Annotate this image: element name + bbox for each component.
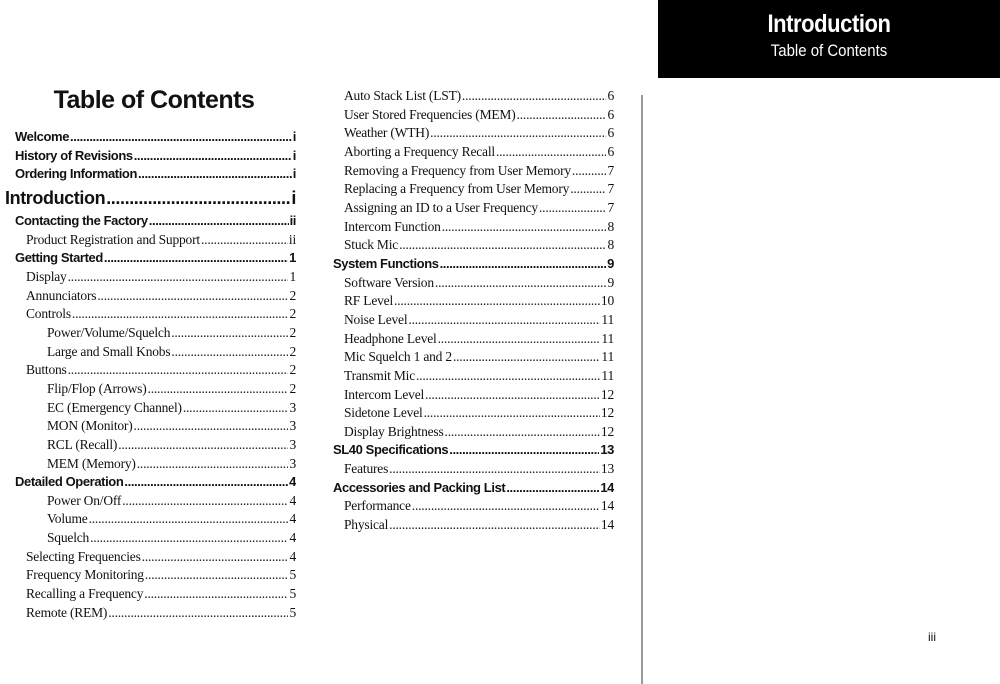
toc-entry-page: 2: [289, 380, 296, 396]
toc-entry-page: i: [292, 166, 296, 182]
dot-leader: [89, 510, 289, 529]
toc-entry-label: Introduction: [5, 187, 106, 208]
dot-leader: [108, 604, 288, 623]
toc-entry-label: Buttons: [26, 362, 67, 378]
toc-entry[interactable]: [15, 380, 296, 399]
toc-entry-page: 7: [607, 181, 614, 197]
toc-entry[interactable]: [333, 497, 614, 516]
page-divider: [641, 95, 643, 684]
toc-entry-page: 2: [289, 324, 296, 340]
dot-leader: [506, 479, 599, 498]
toc-entry-page: 12: [600, 386, 614, 402]
toc-entry-page: 14: [600, 517, 614, 533]
dot-leader: [389, 460, 600, 479]
dot-leader: [142, 548, 289, 567]
toc-entry-label: User Stored Frequencies (MEM): [344, 106, 516, 122]
toc-entry[interactable]: [15, 436, 296, 455]
dot-leader: [440, 255, 607, 274]
toc-entry[interactable]: [15, 305, 296, 324]
toc-entry-page: i: [292, 129, 296, 144]
toc-entry[interactable]: [15, 548, 296, 567]
toc-entry-label: Replacing a Frequency from User Memory: [344, 181, 570, 197]
toc-entry-label: Welcome: [15, 129, 70, 144]
dot-leader: [435, 274, 607, 293]
toc-entry[interactable]: [15, 585, 296, 604]
toc-entry[interactable]: [333, 162, 614, 181]
toc-entry-page: 9: [607, 255, 614, 271]
toc-entry[interactable]: [15, 249, 296, 268]
toc-entry-page: 9: [607, 274, 614, 290]
section-header: [658, 0, 1000, 78]
toc-entry[interactable]: [333, 516, 614, 535]
toc-entry-page: 7: [607, 199, 614, 215]
toc-entry-page: ii: [288, 231, 296, 247]
dot-leader: [425, 386, 600, 405]
toc-entry-page: 5: [289, 604, 296, 620]
dot-leader: [145, 566, 289, 585]
toc-entry[interactable]: [333, 218, 614, 237]
toc-entry[interactable]: [333, 236, 614, 255]
toc-entry-label: MON (Monitor): [47, 418, 133, 434]
toc-entry-label: Auto Stack List (LST): [344, 88, 461, 103]
toc-entry-label: System Functions: [333, 255, 439, 271]
dot-leader: [445, 423, 600, 442]
toc-entry-page: 1: [289, 268, 296, 284]
toc-entry-page: 13: [600, 442, 614, 458]
toc-entry[interactable]: [333, 441, 614, 460]
dot-leader: [572, 162, 607, 181]
dot-leader: [389, 516, 600, 535]
toc-entry-label: Intercom Function: [344, 218, 441, 234]
toc-entry[interactable]: [333, 423, 614, 442]
toc-entry-label: Frequency Monitoring: [26, 567, 144, 583]
dot-leader: [148, 380, 289, 399]
toc-entry-label: Removing a Frequency from User Memory: [344, 162, 571, 178]
toc-entry-label: Transmit Mic: [344, 367, 415, 383]
toc-entry-page: 3: [289, 436, 296, 452]
toc-entry[interactable]: [15, 128, 296, 147]
toc-entry[interactable]: [5, 184, 296, 212]
toc-entry[interactable]: [333, 311, 614, 330]
dot-leader: [424, 404, 600, 423]
dot-leader: [462, 87, 607, 106]
toc-entry-page: 4: [289, 548, 296, 564]
toc-entry[interactable]: [15, 604, 296, 623]
toc-entry[interactable]: [15, 287, 296, 306]
toc-entry-label: Display Brightness: [344, 423, 444, 439]
toc-entry-page: 3: [289, 418, 296, 434]
toc-entry-page: 13: [600, 461, 614, 477]
dot-leader: [144, 585, 288, 604]
dot-leader: [97, 287, 288, 306]
toc-entry-label: RCL (Recall): [47, 436, 118, 452]
toc-entry-page: 4: [289, 511, 296, 527]
dot-leader: [201, 231, 288, 250]
dot-leader: [171, 343, 288, 362]
toc-entry[interactable]: [15, 510, 296, 529]
toc-entry-label: Getting Started: [15, 250, 103, 266]
toc-right-column: [333, 87, 614, 535]
toc-entry[interactable]: [15, 492, 296, 511]
toc-entry-page: 14: [600, 498, 614, 514]
dot-leader: [134, 147, 292, 166]
toc-entry-page: 6: [607, 125, 614, 141]
toc-entry-label: Selecting Frequencies: [26, 548, 141, 564]
toc-entry-label: SL40 Specifications: [333, 442, 449, 458]
toc-entry-label: Remote (REM): [26, 604, 108, 620]
toc-entry[interactable]: [15, 455, 296, 474]
dot-leader: [416, 367, 600, 386]
toc-entry-label: MEM (Memory): [47, 455, 136, 471]
toc-entry[interactable]: [15, 566, 296, 585]
dot-leader: [104, 249, 288, 268]
toc-entry[interactable]: [15, 529, 296, 548]
toc-entry-page: 4: [289, 474, 296, 490]
toc-entry[interactable]: [333, 386, 614, 405]
toc-entry-label: Display: [26, 268, 67, 284]
toc-entry-label: Performance: [344, 498, 411, 514]
toc-entry-page: 11: [601, 367, 614, 383]
toc-entry[interactable]: [333, 460, 614, 479]
toc-entry-label: Stuck Mic: [344, 237, 399, 253]
toc-entry-label: History of Revisions: [15, 147, 133, 163]
toc-entry-label: Product Registration and Support: [26, 231, 200, 247]
dot-leader: [90, 529, 288, 548]
section-title: Introduction: [767, 10, 891, 38]
toc-entry-page: 8: [607, 237, 614, 253]
toc-entry-page: 11: [601, 349, 614, 365]
toc-entry[interactable]: [333, 106, 614, 125]
toc-entry-label: Headphone Level: [344, 330, 437, 346]
toc-entry[interactable]: [333, 479, 614, 498]
toc-entry-label: Annunciators: [26, 287, 97, 303]
toc-entry-page: 11: [601, 330, 614, 346]
dot-leader: [399, 236, 606, 255]
toc-entry[interactable]: [333, 274, 614, 293]
dot-leader: [138, 165, 292, 184]
toc-entry[interactable]: [333, 199, 614, 218]
toc-entry-label: Flip/Flop (Arrows): [47, 380, 147, 396]
toc-entry-page: 7: [607, 162, 614, 178]
toc-entry-page: 8: [607, 218, 614, 234]
toc-entry[interactable]: [333, 124, 614, 143]
dot-leader: [106, 184, 290, 212]
dot-leader: [137, 455, 289, 474]
toc-entry-label: RF Level: [344, 293, 394, 309]
dot-leader: [72, 305, 289, 324]
toc-entry-page: 14: [600, 479, 614, 495]
toc-entry-label: Squelch: [47, 530, 90, 546]
dot-leader: [70, 128, 292, 147]
toc-entry-label: Noise Level: [344, 311, 408, 327]
toc-entry[interactable]: [15, 343, 296, 362]
toc-entry-page: 6: [607, 88, 614, 103]
toc-entry[interactable]: [333, 180, 614, 199]
toc-entry-label: Physical: [344, 517, 389, 533]
toc-entry-page: 2: [289, 343, 296, 359]
toc-entry-label: Mic Squelch 1 and 2: [344, 349, 452, 365]
toc-entry-label: Sidetone Level: [344, 405, 423, 421]
toc-entry-page: ii: [289, 212, 296, 228]
dot-leader: [171, 324, 288, 343]
toc-entry-label: Recalling a Frequency: [26, 586, 144, 602]
toc-entry-page: 3: [289, 399, 296, 415]
toc-entry[interactable]: [333, 404, 614, 423]
toc-entry-label: Controls: [26, 306, 71, 322]
toc-entry-label: Software Version: [344, 274, 434, 290]
toc-entry-page: 6: [607, 106, 614, 122]
dot-leader: [517, 106, 607, 125]
dot-leader: [539, 199, 606, 218]
toc-entry-label: Power/Volume/Squelch: [47, 324, 171, 340]
toc-entry-page: i: [291, 187, 296, 208]
dot-leader: [496, 143, 607, 162]
toc-entry-label: Power On/Off: [47, 492, 122, 508]
toc-entry-page: 12: [600, 423, 614, 439]
toc-entry-label: Weather (WTH): [344, 125, 430, 141]
toc-entry-label: Accessories and Packing List: [333, 479, 506, 495]
toc-entry[interactable]: [15, 399, 296, 418]
toc-entry[interactable]: [333, 292, 614, 311]
toc-entry[interactable]: [15, 361, 296, 380]
toc-entry-page: 2: [289, 362, 296, 378]
toc-entry-label: Ordering Information: [15, 166, 138, 182]
toc-entry[interactable]: [333, 87, 614, 106]
toc-entry[interactable]: [333, 330, 614, 349]
toc-entry-page: 2: [289, 306, 296, 322]
dot-leader: [68, 268, 289, 287]
toc-entry-label: Aborting a Frequency Recall: [344, 143, 495, 159]
section-subtitle: Table of Contents: [770, 41, 888, 60]
dot-leader: [149, 212, 289, 231]
dot-leader: [183, 399, 289, 418]
dot-leader: [438, 330, 601, 349]
toc-entry-page: 1: [289, 250, 296, 266]
dot-leader: [430, 124, 606, 143]
dot-leader: [449, 441, 599, 460]
toc-entry-page: 4: [289, 492, 296, 508]
toc-entry-page: 2: [289, 287, 296, 303]
toc-entry-page: 5: [289, 567, 296, 583]
toc-entry-page: i: [292, 147, 296, 163]
toc-entry[interactable]: [333, 348, 614, 367]
toc-entry-label: Large and Small Knobs: [47, 343, 171, 359]
dot-leader: [124, 473, 288, 492]
toc-entry-page: 11: [601, 311, 614, 327]
dot-leader: [118, 436, 288, 455]
toc-entry-label: Detailed Operation: [15, 474, 124, 490]
toc-entry[interactable]: [15, 324, 296, 343]
toc-entry[interactable]: [15, 165, 296, 184]
toc-entry[interactable]: [15, 147, 296, 166]
dot-leader: [134, 417, 289, 436]
toc-entry[interactable]: [15, 473, 296, 492]
dot-leader: [453, 348, 600, 367]
toc-entry-page: 12: [600, 405, 614, 421]
toc-title: Table of Contents: [53, 86, 255, 114]
toc-left-column: [5, 128, 296, 622]
toc-entry[interactable]: [15, 231, 296, 250]
toc-entry-label: EC (Emergency Channel): [47, 399, 182, 415]
toc-entry-label: Intercom Level: [344, 386, 425, 402]
toc-entry[interactable]: [333, 255, 614, 274]
toc-entry[interactable]: [333, 143, 614, 162]
dot-leader: [122, 492, 288, 511]
dot-leader: [442, 218, 607, 237]
toc-entry-page: 3: [289, 455, 296, 471]
dot-leader: [394, 292, 600, 311]
toc-entry-page: 4: [289, 530, 296, 546]
toc-entry-label: Assigning an ID to a User Frequency: [344, 199, 538, 215]
dot-leader: [412, 497, 600, 516]
toc-entry-label: Contacting the Factory: [15, 212, 148, 228]
toc-entry[interactable]: [333, 367, 614, 386]
dot-leader: [570, 180, 606, 199]
toc-entry-label: Volume: [47, 511, 88, 527]
page-number: iii: [928, 630, 936, 644]
toc-entry-label: Features: [344, 461, 389, 477]
toc-entry-page: 6: [607, 143, 614, 159]
toc-entry[interactable]: [15, 268, 296, 287]
toc-entry[interactable]: [15, 417, 296, 436]
toc-entry-page: 5: [289, 586, 296, 602]
toc-entry[interactable]: [15, 212, 296, 231]
dot-leader: [68, 361, 289, 380]
toc-entry-page: 10: [600, 293, 614, 309]
dot-leader: [408, 311, 600, 330]
